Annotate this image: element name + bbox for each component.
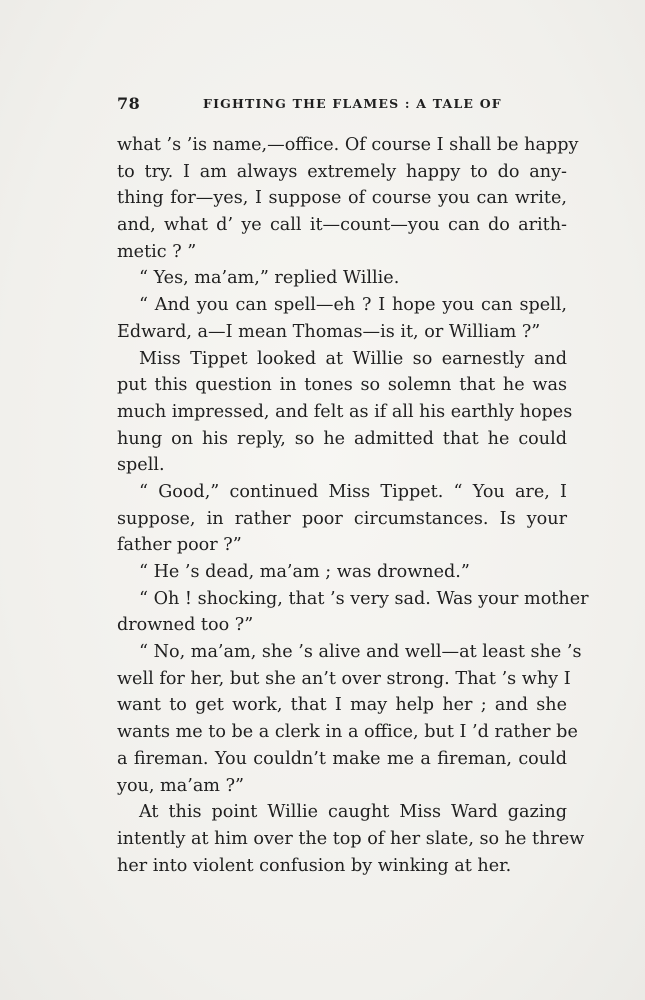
text-line: At this point Willie caught Miss Ward gazing [139, 802, 567, 823]
text-line: a fireman. You couldn’t make me a fireman, could [117, 748, 567, 769]
text-line: her into violent confusion by winking at her. [117, 855, 512, 876]
page-number: 78 [117, 94, 141, 113]
text-line: intently at him over the top of her slate, so he threw [117, 828, 585, 849]
text-line: “ Yes, ma’am,” replied Willie. [139, 268, 400, 289]
text-line: well for her, but she an’t over strong. That ’s why I [117, 668, 571, 689]
text-line: thing for—yes, I suppose of course you can write, [117, 188, 567, 209]
text-line: father poor ?” [117, 535, 242, 556]
text-line: much impressed, and felt as if all his earthly hopes [117, 401, 573, 422]
text-line: drowned too ?” [117, 615, 254, 636]
text-line: what ’s ’is name,—office. Of course I shall be happy [117, 135, 579, 155]
running-title: FIGHTING THE FLAMES : A TALE OF [203, 96, 502, 111]
text-line: “ No, ma’am, she ’s alive and well—at least she ’s [139, 642, 582, 663]
body-text [117, 132, 589, 879]
text-line: you, ma’am ?” [117, 775, 245, 796]
text-line: to try. I am always extremely happy to do any- [117, 161, 567, 182]
text-line: “ He ’s dead, ma’am ; was drowned.” [139, 562, 470, 582]
text-line: hung on his reply, so he admitted that he could [117, 428, 567, 449]
text-line: “ Good,” continued Miss Tippet. “ You are, I [139, 481, 567, 502]
text-line: Miss Tippet looked at Willie so earnestly and [139, 348, 567, 369]
text-line: “ Oh ! shocking, that ’s very sad. Was your mother [139, 588, 589, 609]
text-line: want to get work, that I may help her ; and she [117, 695, 567, 716]
text-line: wants me to be a clerk in a office, but I ’d rather be [117, 722, 578, 743]
text-line: Edward, a—I mean Thomas—is it, or William ?” [117, 321, 541, 342]
text-line: put this question in tones so solemn that he was [117, 375, 567, 396]
text-line: spell. [117, 455, 165, 476]
text-line: and, what d’ ye call it—count—you can do arith- [117, 215, 567, 236]
page-header [117, 94, 567, 114]
text-line: suppose, in rather poor circumstances. Is your [117, 508, 567, 529]
text-line: metic ? ” [117, 241, 197, 262]
text-line: “ And you can spell—eh ? I hope you can spell, [139, 295, 567, 316]
